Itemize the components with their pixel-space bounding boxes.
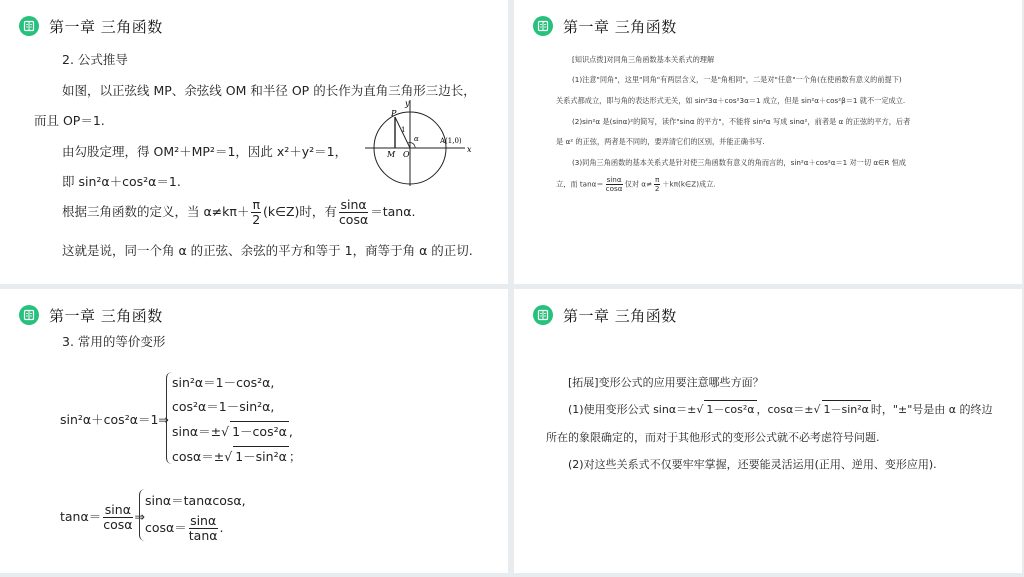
text: ,: [288, 424, 293, 439]
y-label: y: [405, 99, 410, 108]
point-M-label: M: [387, 150, 396, 159]
x-label: x: [467, 145, 472, 154]
paragraph-line: (2)对这些关系式不仅要牢牢掌握，还要能灵活运用(正用、逆用、变形应用).: [568, 458, 937, 471]
chapter-title: 第一章 三角函数: [563, 306, 677, 325]
formula-left: sin²α＋cos²α＝1⇒: [60, 412, 169, 427]
text: (1)使用变形公式 sinα＝±: [568, 403, 697, 416]
formula-row: sinα＝tanαcosα,: [145, 493, 246, 508]
radicand: 1－sin²α: [822, 400, 871, 417]
text: (k∈Z)时，有: [262, 203, 337, 219]
radicand: 1－cos²α: [230, 421, 289, 440]
book-icon: [533, 16, 553, 36]
radicand: 1－cos²α: [704, 400, 756, 417]
formula-left: [60, 503, 145, 532]
chapter-title: 第一章 三角函数: [49, 306, 163, 325]
text: ＝tanα.: [370, 203, 416, 219]
text: ，cosα＝±: [756, 403, 814, 416]
note-line: 关系式都成立，即与角的表达形式无关，如 sin²3α＋cos²3α＝1 成立，但是 sin²α＋cos²β＝1 就不一定成立.: [556, 96, 906, 105]
fraction: [251, 198, 261, 227]
fraction: [189, 514, 218, 543]
paragraph-line: 如图，以正弦线 MP、余弦线 OM 和半径 OP 的长作为直角三角形三边长，: [62, 83, 476, 98]
paragraph-line: 而且 OP＝1.: [34, 113, 105, 128]
text: tanα＝: [60, 508, 102, 524]
text: 根据三角函数的定义，当 α≠kπ＋: [62, 203, 250, 219]
denominator: cosα: [605, 183, 623, 193]
text: cosα＝±: [172, 449, 225, 464]
text: ⇒: [134, 508, 145, 524]
text: 仅对 α≠: [624, 179, 653, 189]
paragraph-line-with-fraction: [62, 198, 415, 227]
section-heading: 3. 常用的等价变形: [62, 334, 166, 349]
paragraph-line: 由勾股定理，得 OM²＋MP²＝1，因此 x²＋y²＝1，: [62, 144, 348, 159]
text: ；: [288, 449, 302, 464]
numerator: sinα: [606, 175, 622, 184]
numerator: π: [655, 175, 660, 184]
radicand: 1－sin²α: [233, 446, 289, 465]
fraction: [339, 198, 368, 227]
denominator: cosα: [338, 211, 369, 227]
paragraph-line: (1)使用变形公式 sinα＝±√ 1－cos²α ，cosα＝±√ 1－sin²α 时，"±"号是由 α 的终边: [568, 400, 993, 417]
origin-O-label: O: [403, 150, 410, 159]
text: 时，"±"号是由 α 的终边: [870, 403, 993, 416]
chapter-title: 第一章 三角函数: [49, 17, 163, 36]
text: sinα＝±: [172, 424, 222, 439]
denominator: cosα: [103, 516, 133, 532]
denominator: 2: [654, 183, 660, 193]
note-line: (3)同角三角函数的基本关系式是针对使三角函数有意义的角而言的，sin²α＋cos²α＝1 对一切 α∈R 恒成: [572, 158, 906, 167]
fraction: [606, 176, 623, 193]
note-line: (2)sin²α 是(sinα)²的简写，读作"sinα 的平方"，不能将 sin²α 写成 sinα²，前者是 α 的正弦的平方，后者: [572, 117, 911, 126]
section-heading: 2. 公式推导: [62, 52, 128, 67]
alpha-label: α: [414, 135, 419, 143]
slide-1: [0, 0, 508, 284]
formula-row: sinα＝±√ 1－cos²α ,: [172, 421, 293, 440]
formula-row: cos²α＝1－sin²α,: [172, 399, 275, 414]
paragraph-line: [拓展]变形公式的应用要注意哪些方面？: [568, 376, 764, 389]
denominator: 2: [252, 211, 261, 227]
paragraph-line: 所在的象限确定的，而对于其他形式的变形公式就不必考虑符号问题.: [546, 431, 880, 444]
paragraph-line: 这就是说，同一个角 α 的正弦、余弦的平方和等于 1，商等于角 α 的正切.: [62, 243, 473, 258]
text: .: [219, 519, 224, 535]
text: 立，而 tanα＝: [556, 179, 604, 189]
point-A-label: A(1,0): [440, 137, 462, 145]
numerator: sinα: [104, 502, 131, 517]
formula-row: cosα＝±√ 1－sin²α ；: [172, 446, 301, 465]
radius-one-label: 1: [401, 126, 406, 134]
book-icon: [19, 305, 39, 325]
fraction: [654, 176, 660, 193]
note-line: [知识点拨]对同角三角函数基本关系式的理解: [572, 55, 715, 64]
text: cosα＝: [145, 519, 187, 535]
book-icon: [533, 305, 553, 325]
book-icon: [19, 16, 39, 36]
slide-2: [514, 0, 1022, 284]
point-P-label: P: [391, 109, 397, 118]
formula-row: [145, 514, 224, 543]
unit-circle-figure: [365, 96, 475, 188]
slide-header: [533, 15, 677, 37]
numerator: sinα: [190, 513, 217, 528]
slide-3: [0, 289, 508, 573]
numerator: π: [252, 197, 260, 212]
paragraph-line: 即 sin²α＋cos²α＝1.: [62, 174, 181, 189]
note-line: 是 α² 的正弦，两者是不同的，要弄清它们的区别，并能正确书写.: [556, 137, 765, 146]
slide-header: [19, 304, 163, 326]
note-line: (1)注意"同角"，这里"同角"有两层含义，一是"角相同"，二是对"任意"一个角(在使函数有意义的前提下): [572, 75, 902, 84]
formula-row: sin²α＝1－cos²α,: [172, 375, 275, 390]
slide-header: [533, 304, 677, 326]
numerator: sinα: [340, 197, 367, 212]
text: ＋kπ(k∈Z)成立.: [662, 179, 716, 189]
fraction: [103, 503, 132, 532]
denominator: tanα: [188, 527, 218, 543]
note-line-with-fraction: [556, 176, 716, 193]
slide-header: [19, 15, 163, 37]
chapter-title: 第一章 三角函数: [563, 17, 677, 36]
slide-4: [514, 289, 1022, 573]
